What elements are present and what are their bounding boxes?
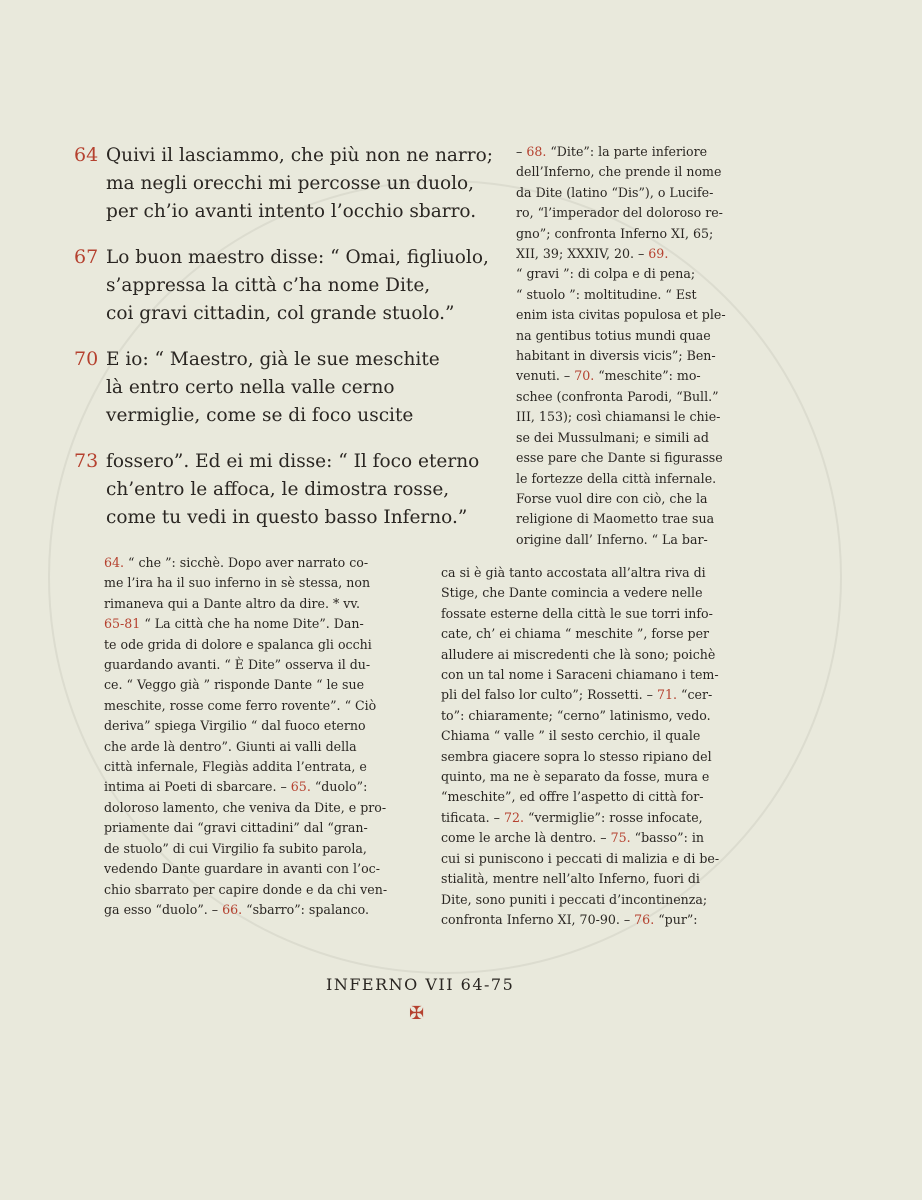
commentary-right-bottom — [441, 563, 755, 930]
commentary-text: “meschite”: mo- — [594, 368, 701, 384]
commentary-text: “ stuolo ”: moltitudine. “ Est — [516, 286, 697, 302]
commentary-text: origine dall’ Inferno. “ La bar- — [516, 531, 708, 547]
commentary-line — [104, 553, 416, 573]
verse-line: vermiglie, come se di foco uscite — [106, 405, 414, 426]
commentary-text: “ che ”: sicchè. Dopo aver narrato co- — [124, 555, 369, 570]
commentary-text: “duolo”: — [310, 779, 368, 795]
commentary-text: habitant in diversis vicis”; Ben- — [516, 348, 716, 364]
commentary-line — [441, 869, 755, 889]
line-reference: 65. — [290, 779, 311, 795]
commentary-line — [441, 604, 755, 624]
commentary-text: Stige, che Dante comincia a vedere nelle — [441, 585, 703, 601]
commentary-line — [104, 614, 416, 634]
commentary-line — [441, 828, 755, 848]
commentary-line — [104, 839, 416, 859]
commentary-text: come le arche là dentro. – — [441, 830, 611, 846]
commentary-line — [104, 716, 416, 736]
verse-line: per ch’io avanti intento l’occhio sbarro. — [106, 201, 477, 222]
commentary-line — [104, 880, 416, 900]
commentary-line — [516, 142, 754, 162]
commentary-text: se dei Mussulmani; e simili ad — [516, 429, 709, 445]
verse-line: come tu vedi in questo basso Inferno.” — [106, 507, 468, 528]
commentary-line — [516, 183, 754, 203]
commentary-text: ro, “l’imperador del doloroso re- — [516, 205, 723, 221]
commentary-line — [441, 563, 755, 583]
verse-line: là entro certo nella valle cerno — [106, 377, 395, 398]
commentary-text: na gentibus totius mundi quae — [516, 327, 711, 343]
commentary-text: con un tal nome i Saraceni chiamano i tem- — [441, 667, 719, 683]
commentary-line — [516, 366, 754, 386]
commentary-line — [516, 244, 754, 264]
commentary-text: chio sbarrato per capire donde e da chi ven- — [104, 881, 388, 897]
commentary-line — [104, 777, 416, 797]
commentary-text: ce. “ Veggo già ” risponde Dante “ le sue — [104, 677, 365, 693]
line-reference: 76. — [634, 911, 655, 927]
commentary-line — [104, 573, 416, 593]
verse-number: 64 — [74, 144, 99, 166]
commentary-line — [441, 685, 755, 705]
commentary-text: “meschite”, ed offre l’aspetto di città for- — [441, 789, 704, 805]
commentary-line — [516, 407, 754, 427]
verse-line: s’appressa la città c’ha nome Dite, — [106, 275, 431, 296]
commentary-text: tificata. – — [441, 809, 504, 825]
page-title: INFERNO VII 64-75 — [326, 975, 515, 994]
commentary-text: III, 153); così chiamansi le chie- — [516, 409, 721, 425]
commentary-text: “cer- — [677, 687, 713, 703]
line-reference: 71. — [656, 687, 677, 703]
commentary-text: rimaneva qui a Dante altro da dire. * vv. — [104, 595, 361, 611]
commentary-text: cate, ch’ ei chiama “ meschite ”, forse per — [441, 626, 710, 642]
commentary-text: enim ista civitas populosa et ple- — [516, 307, 726, 323]
commentary-line — [441, 787, 755, 807]
commentary-line — [441, 808, 755, 828]
commentary-line — [441, 645, 755, 665]
commentary-text: fossate esterne della città le sue torri info- — [441, 605, 713, 621]
commentary-line — [104, 900, 416, 920]
commentary-text: gno”; confronta Inferno XI, 65; — [516, 225, 714, 241]
commentary-text: venuti. – — [516, 368, 575, 384]
commentary-text: cui si puniscono i peccati di malizia e di be- — [441, 850, 720, 866]
commentary-text: “vermiglie”: rosse infocate, — [523, 809, 703, 825]
verse-line: E io: “ Maestro, già le sue meschite — [106, 349, 440, 370]
line-reference: 65-81 — [104, 616, 141, 632]
commentary-text: alludere ai miscredenti che là sono; poichè — [441, 646, 716, 662]
commentary-line — [516, 428, 754, 448]
commentary-text: quinto, ma ne è separato da fosse, mura e — [441, 769, 710, 785]
line-reference: 66. — [222, 901, 243, 917]
line-reference: 75. — [610, 830, 631, 846]
line-reference: 64. — [104, 555, 125, 570]
verse-line: fossero”. Ed ei mi disse: “ Il foco eterno — [106, 451, 480, 472]
commentary-text: dell’Inferno, che prende il nome — [516, 164, 722, 180]
commentary-text: “pur”: — [654, 911, 698, 927]
tercet — [74, 244, 504, 328]
verse-line: Lo buon maestro disse: “ Omai, figliuolo, — [106, 247, 489, 268]
commentary-left-bottom — [104, 553, 416, 920]
commentary-text: de stuolo” di cui Virgilio fa subito parola, — [104, 840, 367, 856]
commentary-line — [516, 285, 754, 305]
commentary-line — [441, 726, 755, 746]
commentary-line — [104, 757, 416, 777]
commentary-line — [516, 305, 754, 325]
verse-line: Quivi il lasciammo, che più non ne narro; — [106, 145, 493, 166]
commentary-text: priamente dai “gravi cittadini” dal “gran- — [104, 820, 368, 836]
verse-line: ch’entro le affoca, le dimostra rosse, — [106, 479, 450, 500]
commentary-text: XII, 39; XXXIV, 20. – — [516, 246, 649, 262]
verse-number: 73 — [74, 450, 99, 472]
commentary-line — [516, 509, 754, 529]
commentary-line — [441, 747, 755, 767]
commentary-line — [441, 665, 755, 685]
commentary-text: da Dite (latino “Dis”), o Lucife- — [516, 184, 714, 200]
commentary-text: doloroso lamento, che veniva da Dite, e pro- — [104, 799, 387, 815]
commentary-text: “basso”: in — [630, 830, 704, 846]
commentary-text: to”: chiaramente; “cerno” latinismo, vedo. — [441, 707, 711, 723]
commentary-line — [516, 162, 754, 182]
commentary-text: religione di Maometto trae sua — [516, 511, 715, 527]
commentary-text: città infernale, Flegiàs addita l’entrata, e — [104, 759, 367, 775]
commentary-line — [441, 910, 755, 930]
commentary-text: meschite, rosse come ferro rovente”. “ Ciò — [104, 697, 377, 713]
commentary-line — [516, 387, 754, 407]
cross-ornament-icon: ✠ — [409, 1003, 425, 1024]
commentary-text: Dite, sono puniti i peccati d’incontinenza; — [441, 891, 708, 907]
commentary-text: intima ai Poeti di sbarcare. – — [104, 779, 291, 795]
commentary-text: “sbarro”: spalanco. — [242, 901, 370, 917]
commentary-text: te ode grida di dolore e spalanca gli occhi — [104, 636, 372, 652]
commentary-line — [516, 264, 754, 284]
commentary-line — [104, 655, 416, 675]
commentary-line — [441, 890, 755, 910]
commentary-line — [516, 203, 754, 223]
commentary-text: guardando avanti. “ È Dite” osserva il du- — [104, 657, 371, 673]
commentary-text: pli del falso lor culto”; Rossetti. – — [441, 687, 657, 703]
commentary-line — [516, 469, 754, 489]
commentary-line — [516, 489, 754, 509]
commentary-text: – — [516, 144, 527, 159]
commentary-line — [441, 767, 755, 787]
commentary-text: vedendo Dante guardare in avanti con l’oc- — [104, 861, 380, 877]
commentary-line — [516, 530, 754, 550]
commentary-line — [516, 448, 754, 468]
line-reference: 68. — [526, 144, 547, 159]
line-reference: 70. — [574, 368, 595, 384]
commentary-line — [441, 849, 755, 869]
commentary-text: “Dite”: la parte inferiore — [546, 144, 708, 159]
commentary-line — [516, 224, 754, 244]
commentary-text: ca si è già tanto accostata all’altra riva di — [441, 565, 706, 580]
commentary-line — [104, 594, 416, 614]
commentary-text: deriva” spiega Virgilio “ dal fuoco eterno — [104, 718, 366, 734]
commentary-text: “ gravi ”: di colpa e di pena; — [516, 266, 696, 282]
commentary-text: le fortezze della città infernale. — [516, 470, 717, 486]
tercet — [74, 448, 504, 532]
commentary-text: “ La città che ha nome Dite”. Dan- — [140, 616, 364, 632]
commentary-line — [104, 696, 416, 716]
verse-line: coi gravi cittadin, col grande stuolo.” — [106, 303, 455, 324]
commentary-line — [104, 737, 416, 757]
commentary-text: schee (confronta Parodi, “Bull.” — [516, 388, 719, 404]
verse-line: ma negli orecchi mi percosse un duolo, — [106, 173, 475, 194]
tercet — [74, 142, 504, 226]
commentary-line — [104, 859, 416, 879]
commentary-text: che arde là dentro”. Giunti ai valli della — [104, 738, 357, 754]
commentary-text: esse pare che Dante si figurasse — [516, 450, 723, 466]
commentary-line — [516, 326, 754, 346]
commentary-line — [104, 635, 416, 655]
commentary-text: confronta Inferno XI, 70-90. – — [441, 911, 635, 927]
verse-number: 70 — [74, 348, 99, 370]
commentary-text: stialità, mentre nell’alto Inferno, fuori di — [441, 871, 700, 887]
commentary-text: Chiama “ valle ” il sesto cerchio, il quale — [441, 728, 701, 744]
commentary-text: sembra giacere sopra lo stesso ripiano del — [441, 748, 712, 764]
commentary-line — [104, 798, 416, 818]
poem-text — [74, 142, 504, 550]
line-reference: 72. — [503, 809, 524, 825]
commentary-line — [104, 818, 416, 838]
commentary-text: me l’ira ha il suo inferno in sè stessa, non — [104, 575, 371, 591]
commentary-line — [441, 583, 755, 603]
commentary-line — [516, 346, 754, 366]
commentary-line — [441, 624, 755, 644]
commentary-right-top — [516, 142, 754, 550]
commentary-line — [104, 675, 416, 695]
commentary-text: ga esso “duolo”. – — [104, 901, 223, 917]
commentary-text: Forse vuol dire con ciò, che la — [516, 490, 708, 506]
commentary-line — [441, 706, 755, 726]
verse-number: 67 — [74, 246, 99, 268]
tercet — [74, 346, 504, 430]
line-reference: 69. — [648, 246, 669, 262]
